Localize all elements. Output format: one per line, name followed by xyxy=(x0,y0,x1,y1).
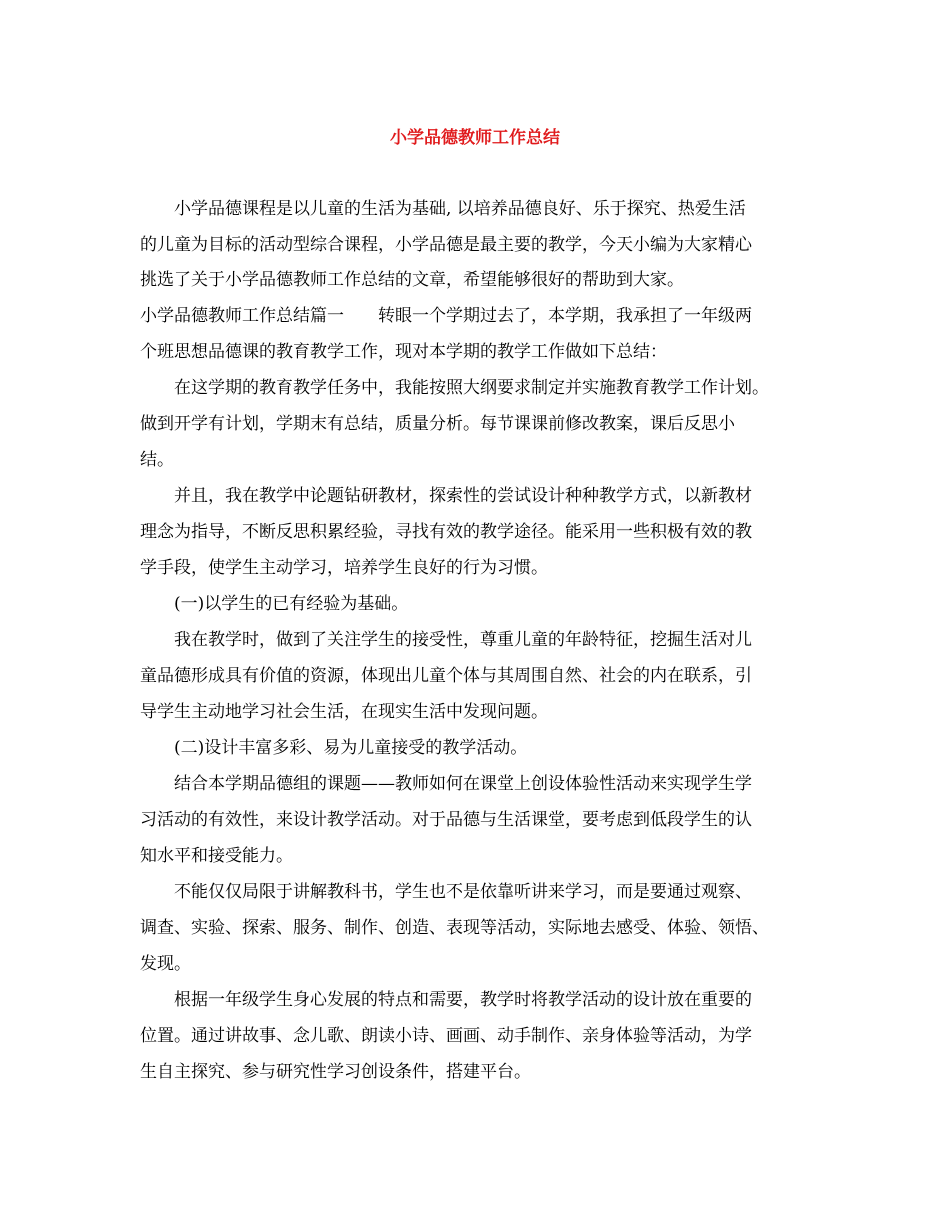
text-line: 结合本学期品德组的课题——教师如何在课堂上创设体验性活动来实现学生学 xyxy=(140,774,752,794)
text-line: (二)设计丰富多彩、易为儿童接受的教学活动。 xyxy=(140,738,528,758)
text-line: 不能仅仅局限于讲解教科书，学生也不是依靠听讲来学习，而是要通过观察、 xyxy=(140,882,752,902)
text-line: 知水平和接受能力。 xyxy=(140,846,293,866)
text-line: 生自主探究、参与研究性学习创设条件，搭建平台。 xyxy=(140,1062,531,1082)
text-line: (一)以学生的已有经验为基础。 xyxy=(140,594,409,614)
text-line: 小学品德课程是以儿童的生活为基础, 以培养品德良好、乐于探究、热爱生活 xyxy=(140,199,746,219)
text-line: 位置。通过讲故事、念儿歌、朗读小诗、画画、动手制作、亲身体验等活动，为学 xyxy=(140,1026,752,1046)
text-line: 理念为指导，不断反思积累经验，寻找有效的教学途径。能采用一些积极有效的教 xyxy=(140,522,752,542)
text-line: 小学品德教师工作总结篇一 转眼一个学期过去了，本学期，我承担了一年级两 xyxy=(140,306,752,326)
text-line: 学手段，使学生主动学习，培养学生良好的行为习惯。 xyxy=(140,558,548,578)
text-line: 童品德形成具有价值的资源，体现出儿童个体与其周围自然、社会的内在联系，引 xyxy=(140,666,752,686)
text-line: 个班思想品德课的教育教学工作，现对本学期的教学工作做如下总结： xyxy=(140,342,667,362)
text-line: 的儿童为目标的活动型综合课程，小学品德是最主要的教学，今天小编为大家精心 xyxy=(140,235,752,255)
text-line: 在这学期的教育教学任务中，我能按照大纲要求制定并实施教育教学工作计划。 xyxy=(140,378,769,398)
document-title: 小学品德教师工作总结 xyxy=(390,128,560,148)
text-line: 做到开学有计划，学期末有总结，质量分析。每节课课前修改教案，课后反思小 xyxy=(140,414,735,434)
text-line: 我在教学时，做到了关注学生的接受性，尊重儿童的年龄特征，挖掘生活对儿 xyxy=(140,630,752,650)
text-line: 习活动的有效性，来设计教学活动。对于品德与生活课堂，要考虑到低段学生的认 xyxy=(140,810,752,830)
text-line: 挑选了关于小学品德教师工作总结的文章，希望能够很好的帮助到大家。 xyxy=(140,270,684,290)
text-line: 调查、实验、探索、服务、制作、创造、表现等活动，实际地去感受、体验、领悟、 xyxy=(140,918,769,938)
text-line: 根据一年级学生身心发展的特点和需要，教学时将教学活动的设计放在重要的 xyxy=(140,990,752,1010)
text-line: 发现。 xyxy=(140,954,191,974)
text-line: 并且，我在教学中论题钻研教材，探索性的尝试设计种种教学方式，以新教材 xyxy=(140,486,752,506)
text-line: 结。 xyxy=(140,450,174,470)
text-line: 导学生主动地学习社会生活，在现实生活中发现问题。 xyxy=(140,702,548,722)
